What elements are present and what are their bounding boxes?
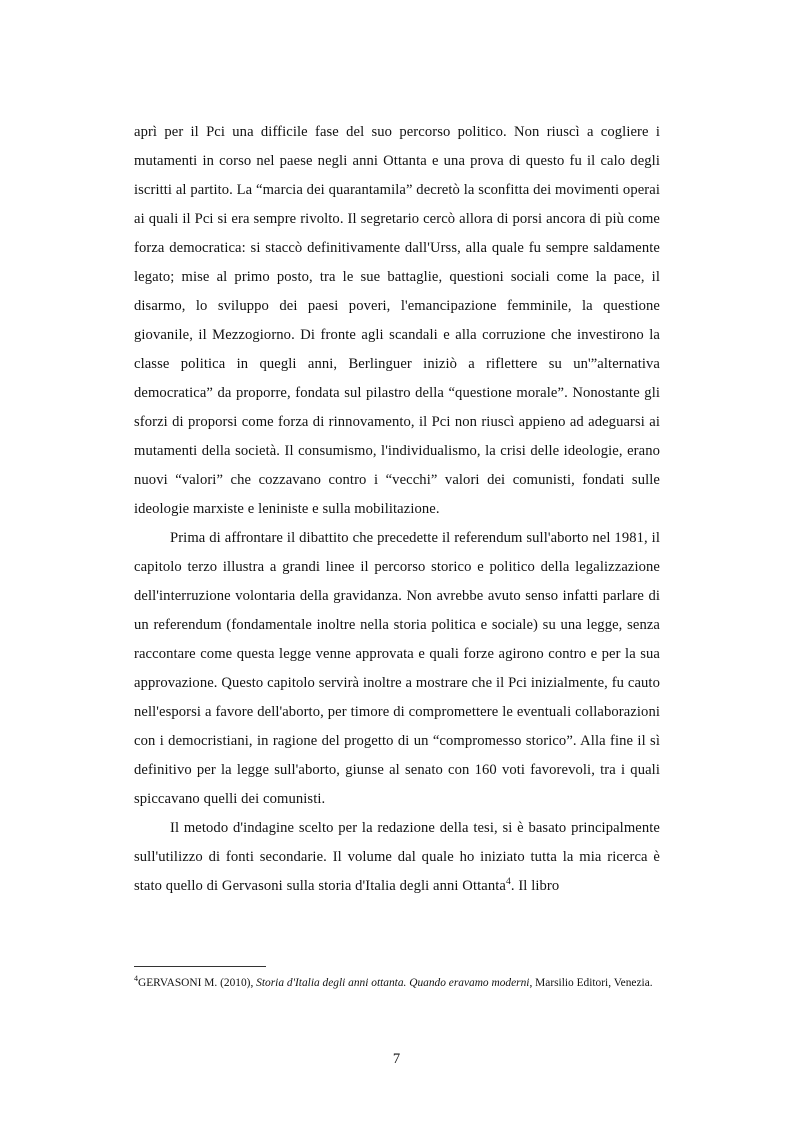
paragraph-3: [134, 814, 660, 901]
footnote-title: Storia d'Italia degli anni ottanta. Quando eravamo moderni: [256, 977, 530, 989]
footnote-reference[interactable]: 4: [505, 877, 511, 888]
paragraph-3-text: Il metodo d'indagine scelto per la redazione della tesi, si è basato principalmente sull'utilizzo di fonti secondarie. Il volume dal quale ho iniziato tutta la mia ricerca è stato quello di Gervasoni sulla storia d'Italia degli anni Ottanta: [134, 820, 660, 894]
paragraph-2: Prima di affrontare il dibattito che precedette il referendum sull'aborto nel 1981, il capitolo terzo illustra a grandi linee il percorso storico e politico della legalizzazione dell'interruzione volontaria della gravidanza. Non avrebbe avuto senso infatti parlare di un referendum (fondamentale inoltre nella storia politica e sociale) su una legge, senza raccontare come questa legge venne approvata e quali forze agirono contro e per la sua approvazione. Questo capitolo servirà inoltre a mostrare che il Pci inizialmente, fu cauto nell'esporsi a favore dell'aborto, per timore di compromettere le eventuali collaborazioni con i democristiani, in ragione del progetto di un “compromesso storico”. Alla fine il sì definitivo per la legge sull'aborto, giunse al senato con 160 voti favorevoli, tra i quali spiccavano quelli dei comunisti.: [134, 530, 660, 807]
footnote-number: 4: [134, 974, 138, 984]
page-number: 7: [392, 1051, 401, 1067]
body-text: [134, 118, 660, 901]
footnote-separator: [134, 966, 266, 967]
paragraph-3-text-after: . Il libro: [510, 878, 560, 894]
footnote-author: GERVASONI M. (2010),: [138, 977, 257, 989]
footnote: [134, 974, 660, 993]
paragraph-1: aprì per il Pci una difficile fase del suo percorso politico. Non riuscì a cogliere i mutamenti in corso nel paese negli anni Ottanta e una prova di questo fu il calo degli iscritti al partito. La “marcia dei quarantamila” decretò la sconfitta dei movimenti operai ai quali il Pci si era sempre rivolto. Il segretario cercò allora di porsi ancora di più come forza democratica: si staccò definitivamente dall'Urss, alla quale fu sempre saldamente legato; mise al primo posto, tra le sue battaglie, questioni sociali come la pace, il disarmo, lo sviluppo dei paesi poveri, l'emancipazione femminile, la questione giovanile, il Mezzogiorno. Di fronte agli scandali e alla corruzione che investirono la classe politica in quegli anni, Berlinguer iniziò a riflettere su un'”alternativa democratica” da proporre, fondata sul pilastro della “questione morale”. Nonostante gli sforzi di proporsi come forza di rinnovamento, il Pci non riuscì appieno ad adeguarsi ai mutamenti della società. Il consumismo, l'individualismo, la crisi delle ideologie, erano nuovi “valori” che cozzavano contro i “vecchi” valori dei comunisti, fondati sulle ideologie marxiste e leniniste e sulla mobilitazione.: [134, 124, 660, 517]
footnote-publisher: , Marsilio Editori, Venezia.: [529, 977, 653, 989]
